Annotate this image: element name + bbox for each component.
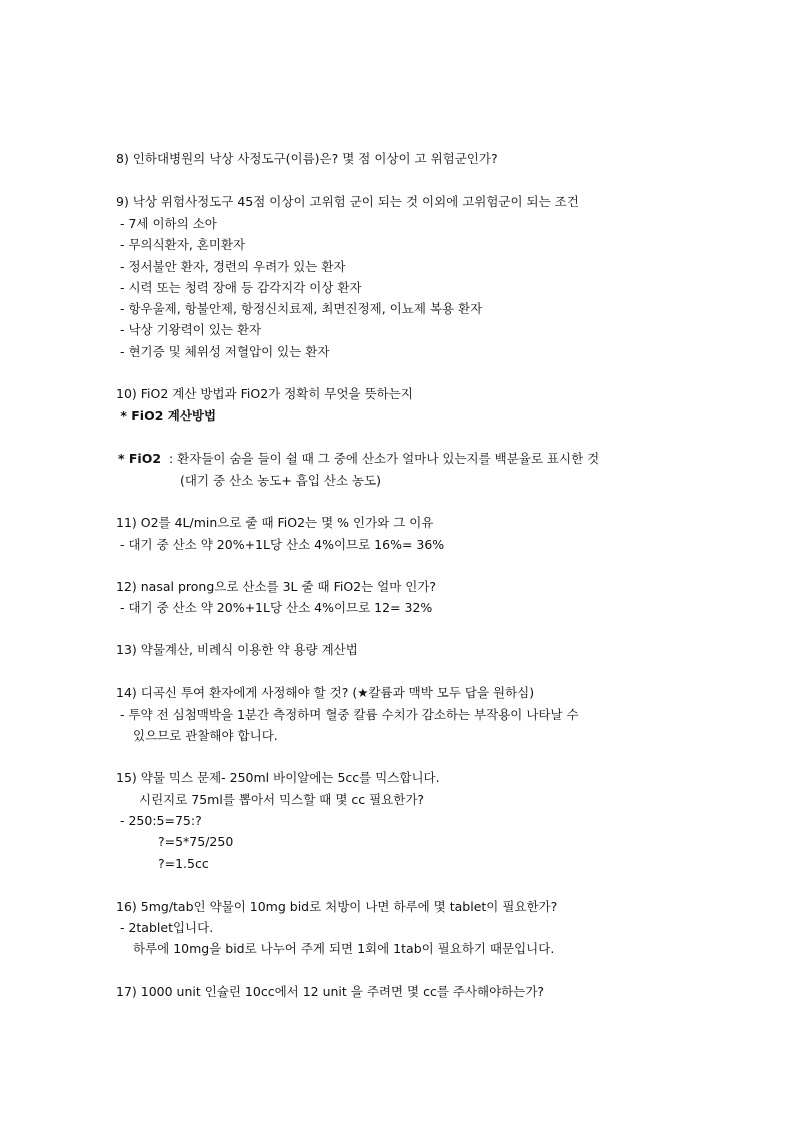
answer-12: - 대기 중 산소 약 20%+1L당 산소 4%이므로 12= 32% — [116, 600, 433, 615]
question-12: 12) nasal prong으로 산소를 3L 줄 때 FiO2는 얼마 인가? — [116, 579, 437, 594]
answer-11: - 대기 중 산소 약 20%+1L당 산소 4%이므로 16%= 36% — [116, 537, 445, 552]
answer-15-line-2: ?=5*75/250 — [158, 834, 234, 849]
answer-9-item-5: - 항우울제, 항불안제, 항정신치료제, 최면진정제, 이뇨제 복용 환자 — [116, 301, 483, 316]
answer-9-item-2: - 무의식환자, 혼미환자 — [116, 237, 246, 252]
question-8: 8) 인하대병원의 낙상 사정도구(이름)은? 몇 점 이상이 고 위험군인가? — [116, 151, 498, 166]
answer-15-line-1: - 250:5=75:? — [116, 813, 202, 828]
question-14: 14) 디곡신 투여 환자에게 사정해야 할 것? (★칼륨과 맥박 모두 답을 원하심) — [116, 685, 535, 700]
question-16: 16) 5mg/tab인 약물이 10mg bid로 처방이 나면 하루에 몇 tablet이 필요한가? — [116, 899, 558, 914]
question-13: 13) 약물계산, 비례식 이용한 약 용량 계산법 — [116, 642, 358, 657]
answer-14-line-1: - 투약 전 심첨맥박을 1분간 측정하며 혈중 칼륨 수치가 감소하는 부작용이 나타날 수 — [116, 707, 579, 722]
answer-14-line-2: 있으므로 관찰해야 합니다. — [133, 728, 278, 743]
answer-16-line-1: - 2tablet입니다. — [116, 920, 214, 935]
answer-9-item-4: - 시력 또는 청력 장애 등 감각지각 이상 환자 — [116, 280, 362, 295]
fio2-definition-text: : 환자들이 숨을 들이 쉴 때 그 중에 산소가 얼마나 있는지를 백분율로 표시한 것 — [169, 451, 600, 466]
answer-16-line-2: 하루에 10mg을 bid로 나누어 주게 되면 1회에 1tab이 필요하기 때문입니다. — [133, 941, 555, 956]
fio2-definition-formula: (대기 중 산소 농도+ 흡입 산소 농도) — [180, 473, 382, 488]
fio2-calculation-heading: * FiO2 계산방법 — [116, 408, 217, 423]
question-9: 9) 낙상 위험사정도구 45점 이상이 고위험 군이 되는 것 이외에 고위험군이 되는 조건 — [116, 194, 579, 209]
question-17: 17) 1000 unit 인슐린 10cc에서 12 unit 을 주려면 몇 cc를 주사해야하는가? — [116, 984, 545, 999]
question-10: 10) FiO2 계산 방법과 FiO2가 정확히 무엇을 뜻하는지 — [116, 386, 413, 401]
answer-9-item-1: - 7세 이하의 소아 — [116, 216, 217, 231]
question-15-line-2: 시린지로 75ml를 뽑아서 믹스할 때 몇 cc 필요한가? — [139, 792, 425, 807]
question-11: 11) O2를 4L/min으로 줄 때 FiO2는 몇 % 인가와 그 이유 — [116, 515, 434, 530]
question-15-line-1: 15) 약물 믹스 문제- 250ml 바이알에는 5cc를 믹스합니다. — [116, 770, 440, 785]
answer-9-item-3: - 정서불안 환자, 경련의 우려가 있는 환자 — [116, 259, 346, 274]
fio2-definition-term: * FiO2 — [118, 451, 162, 466]
answer-15-line-3: ?=1.5cc — [158, 856, 209, 871]
answer-9-item-6: - 낙상 기왕력이 있는 환자 — [116, 322, 262, 337]
answer-9-item-7: - 현기증 및 체위성 저혈압이 있는 환자 — [116, 344, 330, 359]
